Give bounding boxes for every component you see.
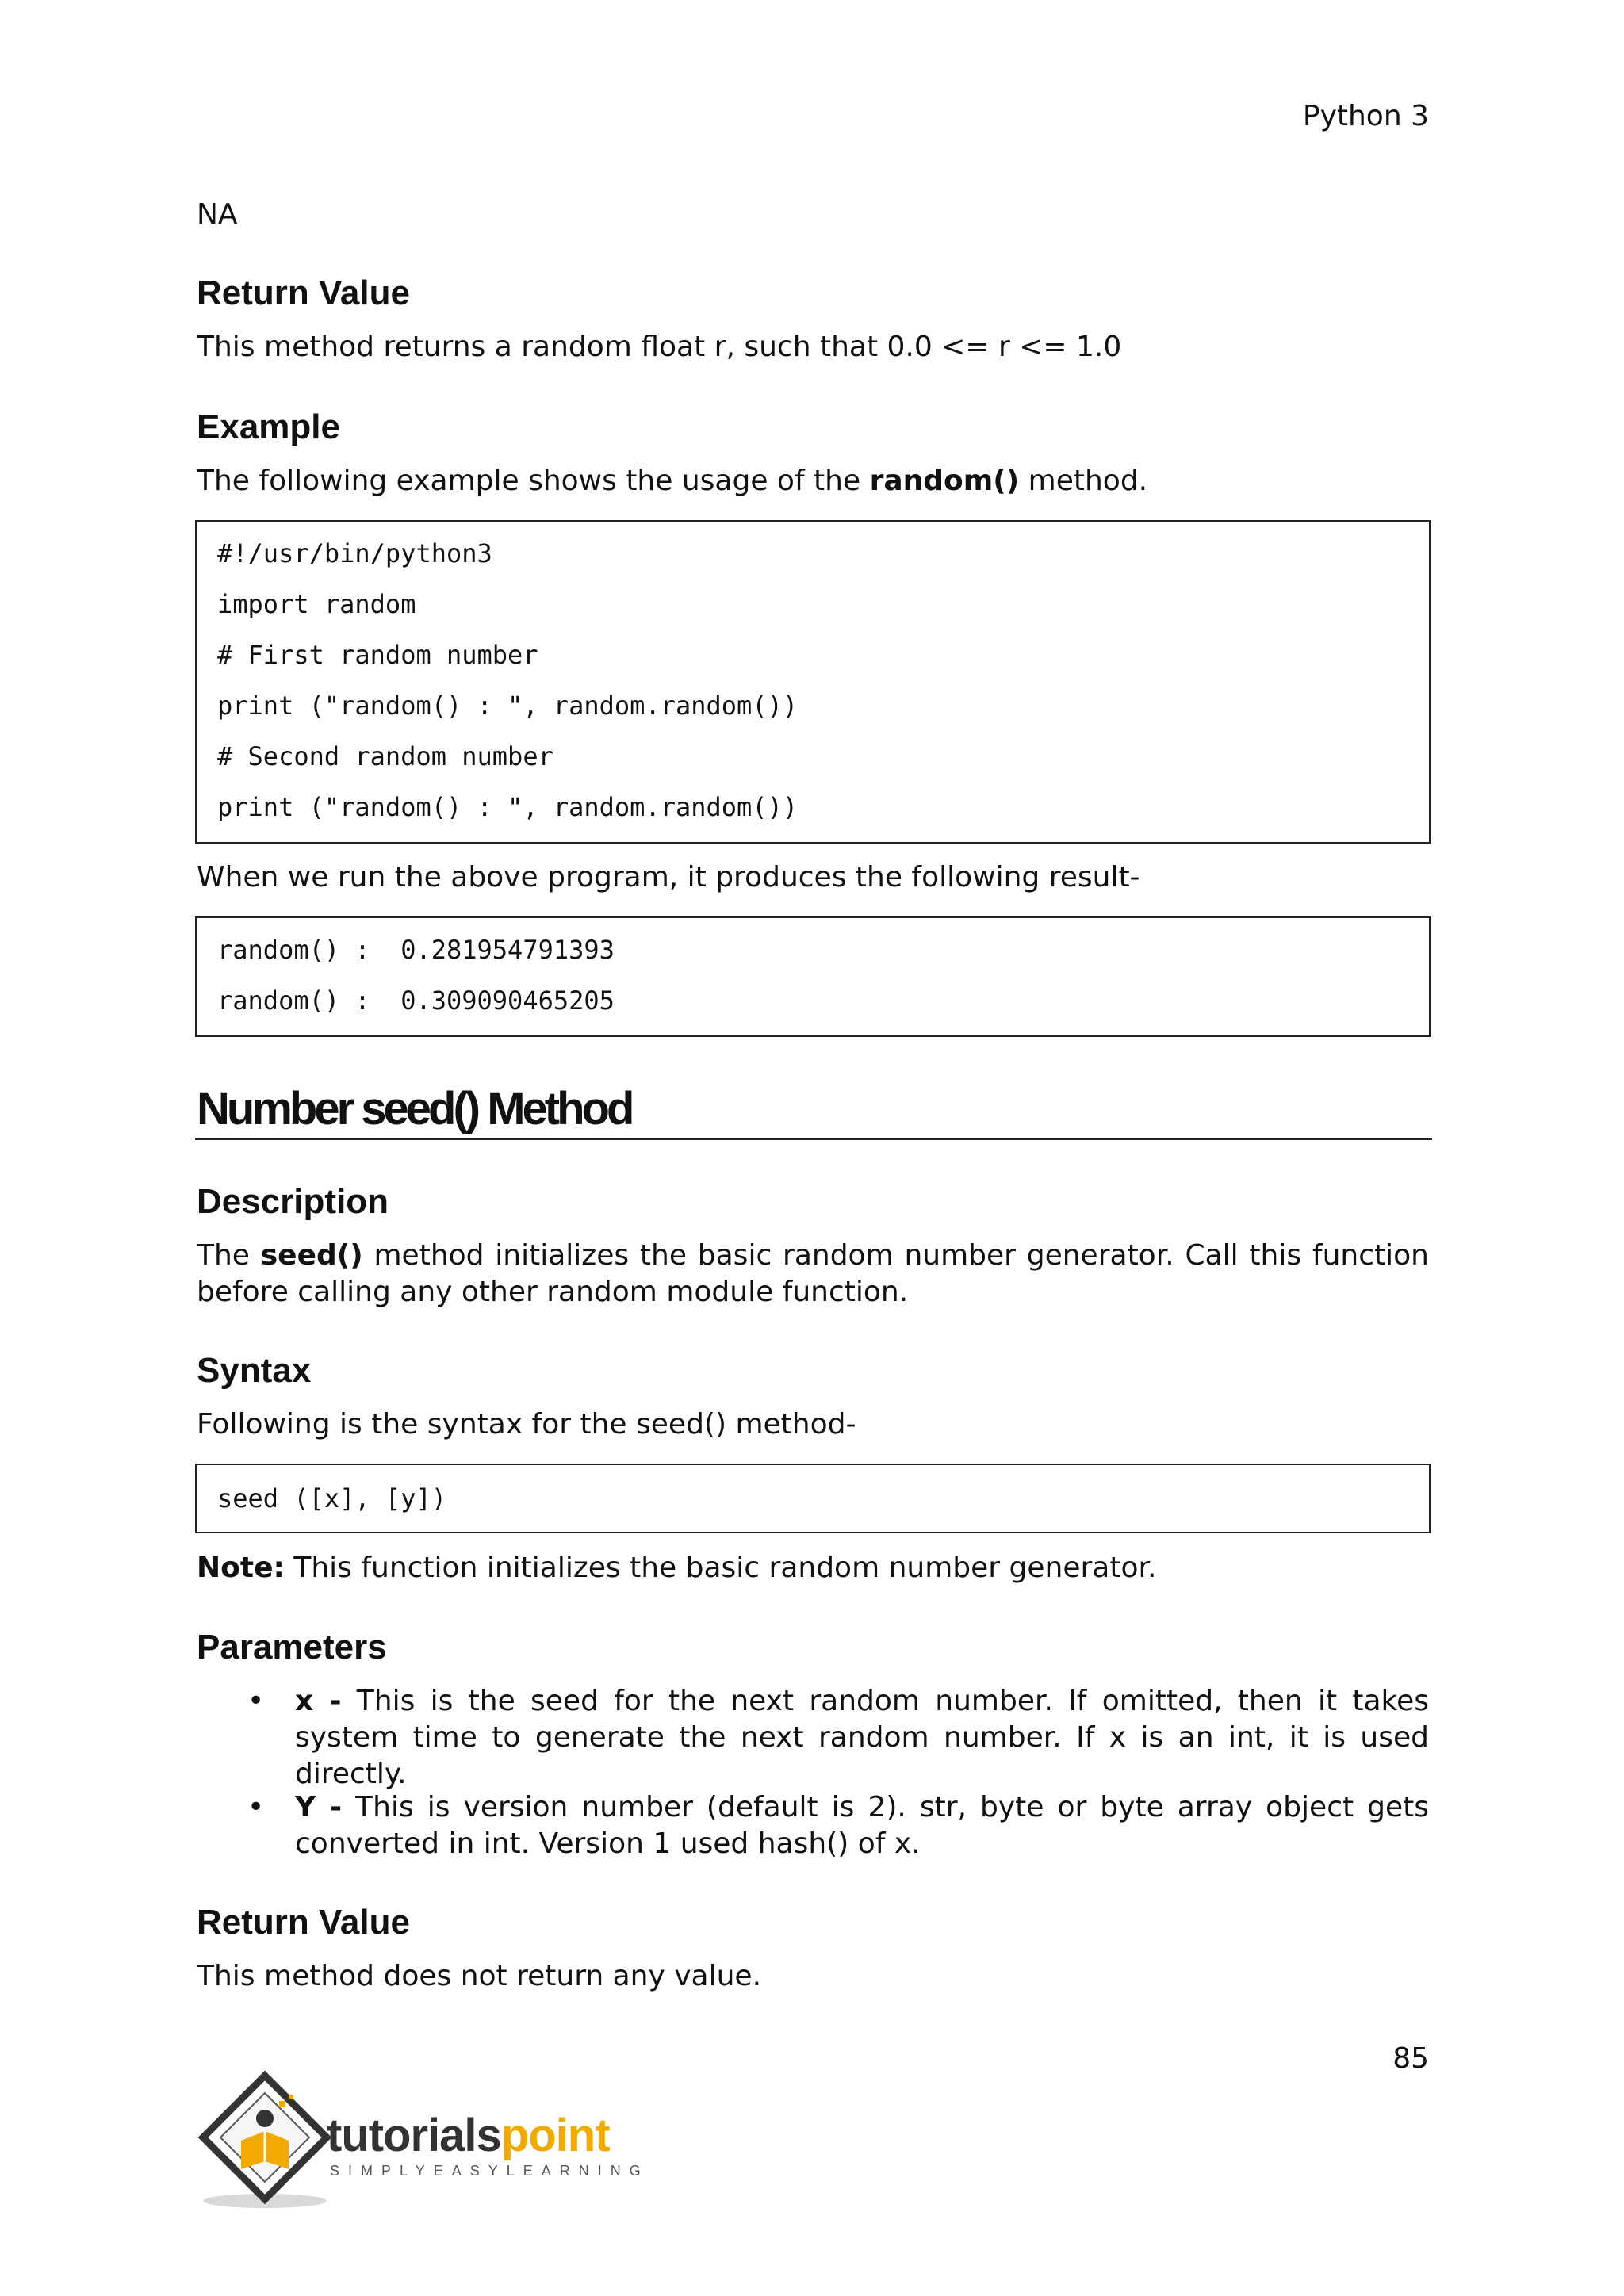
logo-wordmark xyxy=(327,2110,610,2161)
running-header: Python 3 xyxy=(1302,100,1429,132)
param-description: This is the seed for the next random number. If omitted, then it takes system time to generate the next random number. If x is an int, it is used directly. xyxy=(295,1685,1429,1790)
description-method: seed() xyxy=(260,1239,363,1272)
bullet-icon: • xyxy=(247,1685,265,1717)
output-line: random() : 0.309090465205 xyxy=(217,985,615,1016)
seed-return-value-heading: Return Value xyxy=(197,1903,410,1942)
code-block-syntax xyxy=(195,1464,1431,1533)
return-value-heading: Return Value xyxy=(197,274,410,312)
logo-word-point: point xyxy=(500,2110,610,2161)
seed-return-value-text: This method does not return any value. xyxy=(197,1960,762,1992)
note-body: This function initializes the basic random number generator. xyxy=(284,1552,1157,1584)
page-number: 85 xyxy=(1392,2042,1429,2075)
logo-tagline: SIMPLYEASYLEARNING xyxy=(330,2163,649,2179)
example-heading: Example xyxy=(197,408,340,446)
parameters-heading: Parameters xyxy=(197,1628,387,1667)
description-pre: The xyxy=(197,1239,261,1272)
param-item-y xyxy=(295,1789,1429,1862)
syntax-heading: Syntax xyxy=(197,1351,312,1390)
code-block-output xyxy=(195,916,1431,1037)
output-line: random() : 0.281954791393 xyxy=(217,935,615,965)
note-label: Note: xyxy=(197,1552,285,1584)
example-intro-pre: The following example shows the usage of the xyxy=(197,465,870,497)
code-block-example xyxy=(195,520,1431,844)
param-name: Y - xyxy=(295,1791,343,1823)
example-intro-method: random() xyxy=(869,465,1020,497)
code-line: # First random number xyxy=(217,640,538,670)
code-line: import random xyxy=(217,589,416,619)
example-intro xyxy=(197,463,1147,499)
param-item-x xyxy=(295,1683,1429,1793)
return-value-text: This method returns a random float r, such that 0.0 <= r <= 1.0 xyxy=(197,331,1122,363)
description-post: method initializes the basic random number generator. Call this function before calling any other random module function. xyxy=(197,1239,1429,1308)
section-title-rule xyxy=(195,1138,1432,1140)
section-title: Number seed() Method xyxy=(197,1083,632,1135)
result-intro: When we run the above program, it produces the following result- xyxy=(197,861,1140,894)
logo-word-tutorials: tutorials xyxy=(327,2110,501,2161)
param-name: x - xyxy=(295,1685,342,1717)
description-heading: Description xyxy=(197,1182,389,1221)
note-text xyxy=(197,1550,1156,1586)
example-intro-post: method. xyxy=(1019,465,1148,497)
syntax-intro: Following is the syntax for the seed() method- xyxy=(197,1408,856,1441)
code-line: print ("random() : ", random.random()) xyxy=(217,792,799,822)
code-line: print ("random() : ", random.random()) xyxy=(217,691,799,721)
param-description: This is version number (default is 2). str, byte or byte array object gets converted in int. Version 1 used hash() of x. xyxy=(295,1791,1429,1860)
code-line: #!/usr/bin/python3 xyxy=(217,538,492,568)
syntax-code: seed ([x], [y]) xyxy=(217,1483,446,1513)
description-text xyxy=(197,1238,1429,1311)
parameters-na-text: NA xyxy=(197,198,238,231)
code-line: # Second random number xyxy=(217,741,553,771)
bullet-icon: • xyxy=(247,1791,265,1823)
tutorialspoint-logo xyxy=(193,2069,669,2212)
